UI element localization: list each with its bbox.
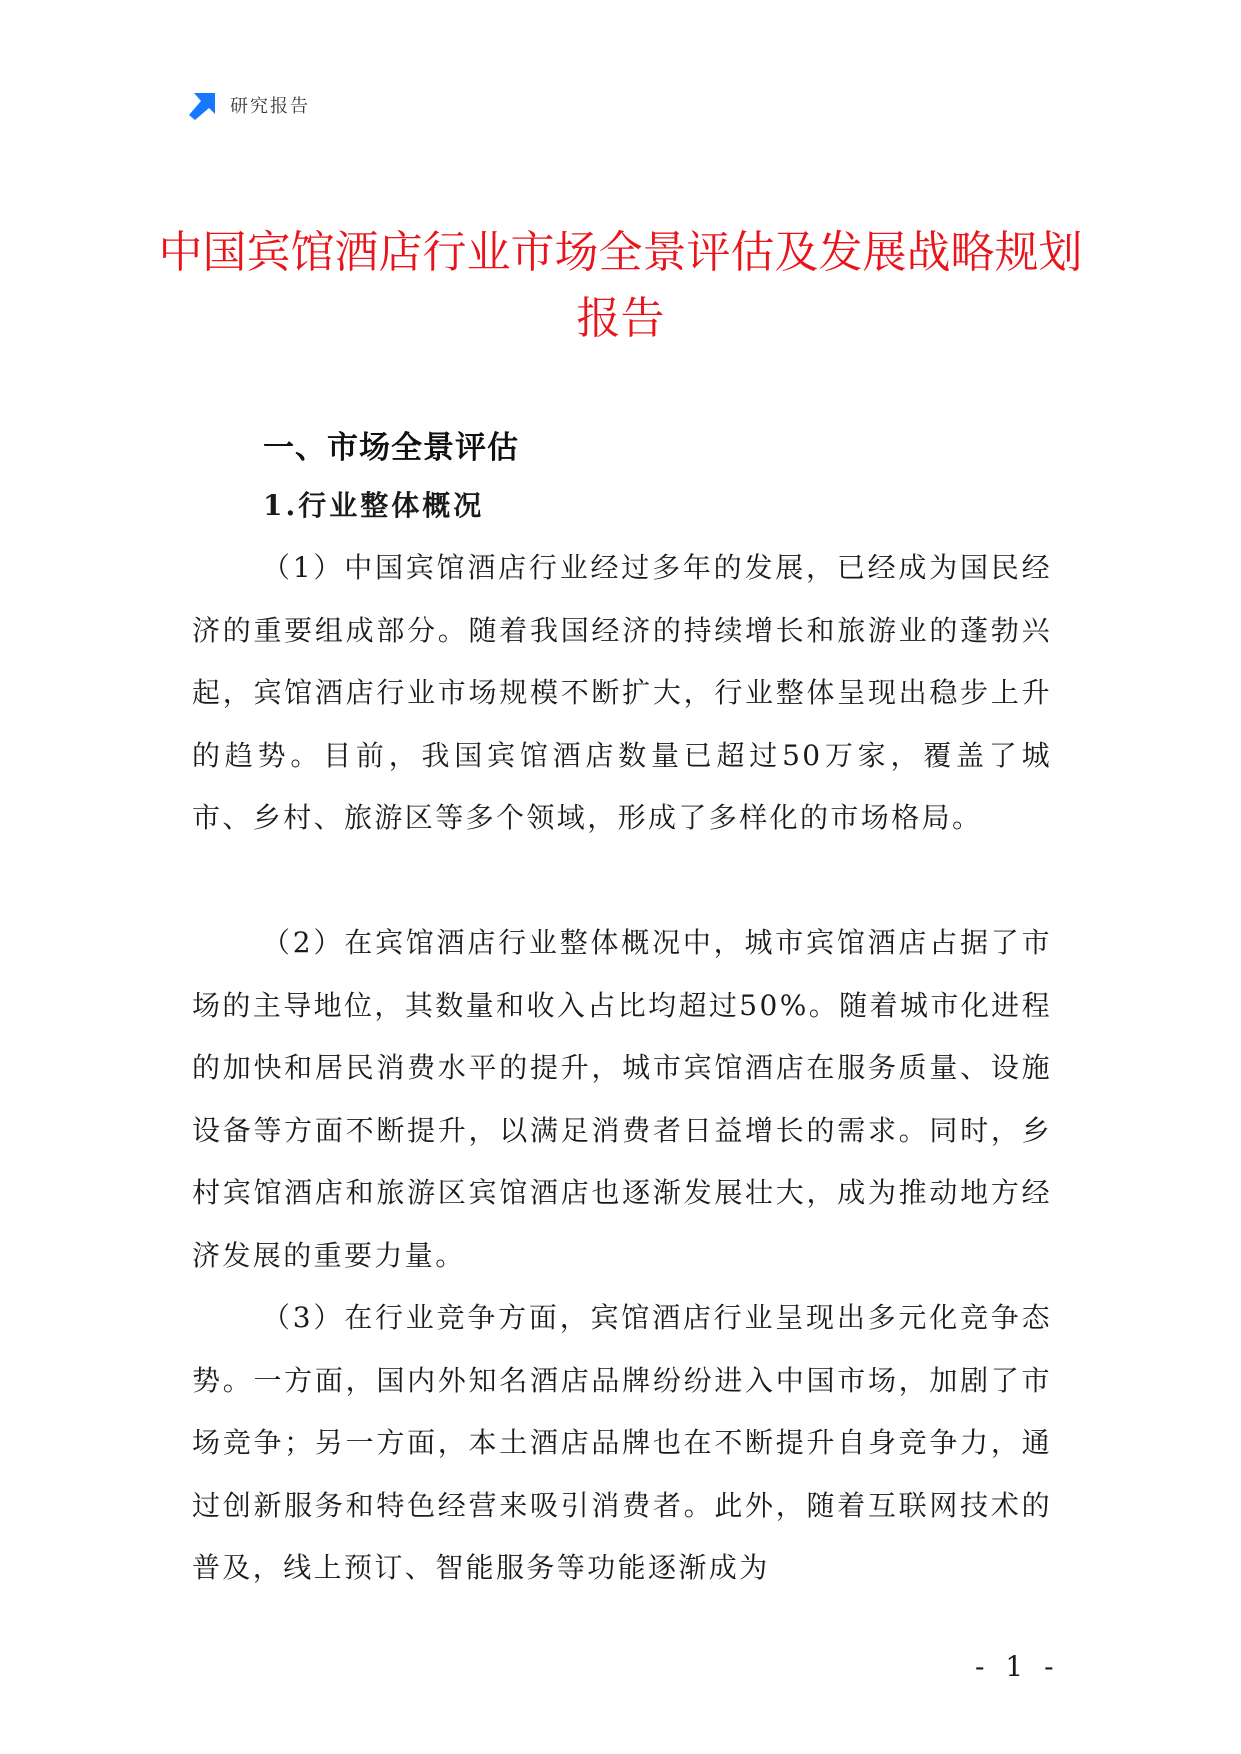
- paragraph-2: （2）在宾馆酒店行业整体概况中，城市宾馆酒店占据了市场的主导地位，其数量和收入占比均超过50%。随着城市化进程的加快和居民消费水平的提升，城市宾馆酒店在服务质量、设施设备等方面不断提升，以满足消费者日益增长的需求。同时，乡村宾馆酒店和旅游区宾馆酒店也逐渐发展壮大，成为推动地方经济发展的重要力量。: [192, 926, 1052, 1272]
- page-number: - 1 -: [975, 1650, 1060, 1683]
- subheading: 1.行业整体概况: [263, 489, 485, 522]
- paragraph-3: （3）在行业竞争方面，宾馆酒店行业呈现出多元化竞争态势。一方面，国内外知名酒店品牌纷纷进入中国市场，加剧了市场竞争；另一方面，本土酒店品牌也在不断提升自身竞争力，通过创新服务和特色经营来吸引消费者。此外，随着互联网技术的普及，线上预订、智能服务等功能逐渐成为: [192, 1301, 1052, 1584]
- arrow-up-right-icon: [188, 90, 218, 120]
- document-title: 中国宾馆酒店行业市场全景评估及发展战略规划报告: [158, 227, 1083, 344]
- header-label: 研究报告: [230, 96, 310, 117]
- section-heading: 一、市场全景评估: [263, 430, 519, 466]
- paragraph-1: （1）中国宾馆酒店行业经过多年的发展，已经成为国民经济的重要组成部分。随着我国经济的持续增长和旅游业的蓬勃兴起，宾馆酒店行业市场规模不断扩大，行业整体呈现出稳步上升的趋势。目前，我国宾馆酒店数量已超过50万家，覆盖了城市、乡村、旅游区等多个领域，形成了多样化的市场格局。: [192, 551, 1052, 834]
- header: [188, 90, 310, 120]
